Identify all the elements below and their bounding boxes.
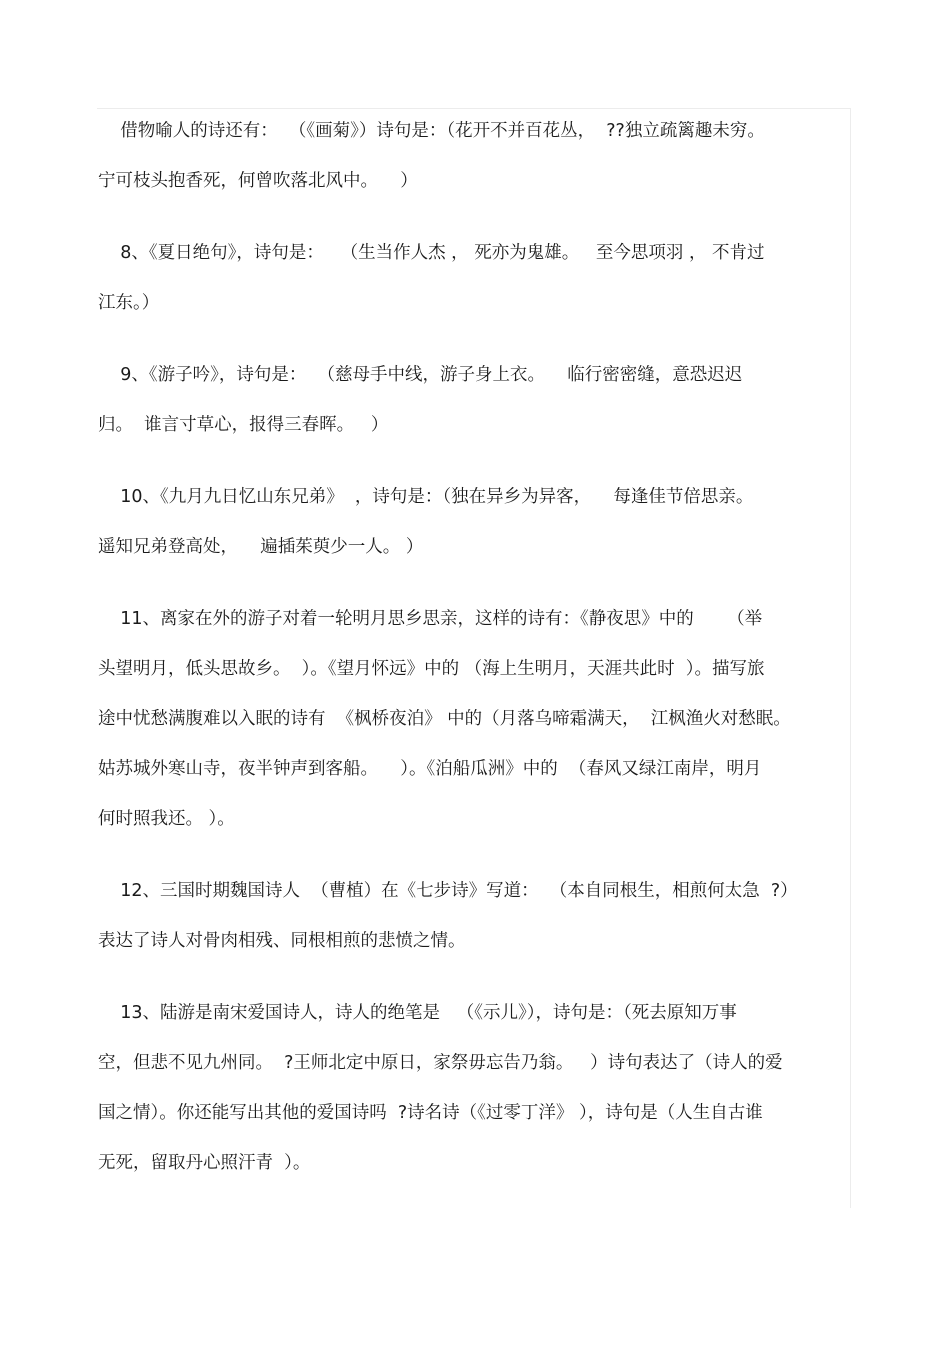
text-line: 遥知兄弟登高处， 遍插茱萸少一人。 ） [98,537,424,557]
paragraph [98,866,846,966]
text-line: 归。 谁言寸草心，报得三春晖。 ） [98,415,389,435]
paragraph [98,350,846,450]
text-line: 头望明月，低头思故乡。 ）。《望月怀远》中的 （海上生明月，天涯共此时 ）。描写旅 [98,659,765,679]
text-line: 江东。） [98,293,160,313]
text-line: 9、《游子吟》，诗句是： （慈母手中线，游子身上衣。 临行密密缝，意恐迟迟 [98,365,743,385]
paragraph [98,472,846,572]
paragraph [98,988,846,1188]
text-line: 10、《九月九日忆山东兄弟》 ，诗句是：（独在异乡为异客， 每逢佳节倍思亲。 [98,487,754,507]
text-line: 姑苏城外寒山寺，夜半钟声到客船。 ）。《泊船瓜洲》中的 （春风又绿江南岸，明月 [98,759,762,779]
document-body [98,106,846,1210]
text-line: 空，但悲不见九州同。 ?王师北定中原日，家祭毋忘告乃翁。 ）诗句表达了（诗人的爱 [98,1053,783,1073]
text-line: 宁可枝头抱香死，何曾吹落北风中。 ） [98,171,418,191]
paragraph [98,594,846,844]
text-line: 13、陆游是南宋爱国诗人，诗人的绝笔是 （《示儿》），诗句是：（死去原知万事 [98,1003,737,1023]
text-line: 借物喻人的诗还有： （《画菊》）诗句是：（花开不并百花丛， ??独立疏篱趣未穷。 [98,121,765,141]
text-line: 12、三国时期魏国诗人 （曹植）在《七步诗》写道： （本自同根生，相煎何太急 ?） [98,881,798,901]
text-line: 表达了诗人对骨肉相残、同根相煎的悲愤之情。 [98,931,466,951]
paragraph [98,228,846,328]
text-line: 无死，留取丹心照汗青 ）。 [98,1153,311,1173]
paragraph [98,106,846,206]
text-line: 途中忧愁满腹难以入眠的诗有 《枫桥夜泊》 中的（月落乌啼霜满天， 江枫渔火对愁眠。 [98,709,791,729]
text-line: 国之情）。你还能写出其他的爱国诗吗 ?诗名诗（《过零丁洋》 ），诗句是（人生自古谁 [98,1103,763,1123]
text-line: 8、《夏日绝句》，诗句是： （生当作人杰 ， 死亦为鬼雄。 至今思项羽 ， 不肯过 [98,243,765,263]
text-line: 11、离家在外的游子对着一轮明月思乡思亲，这样的诗有：《静夜思》中的 （举 [98,609,763,629]
text-line: 何时照我还。 ）。 [98,809,235,829]
